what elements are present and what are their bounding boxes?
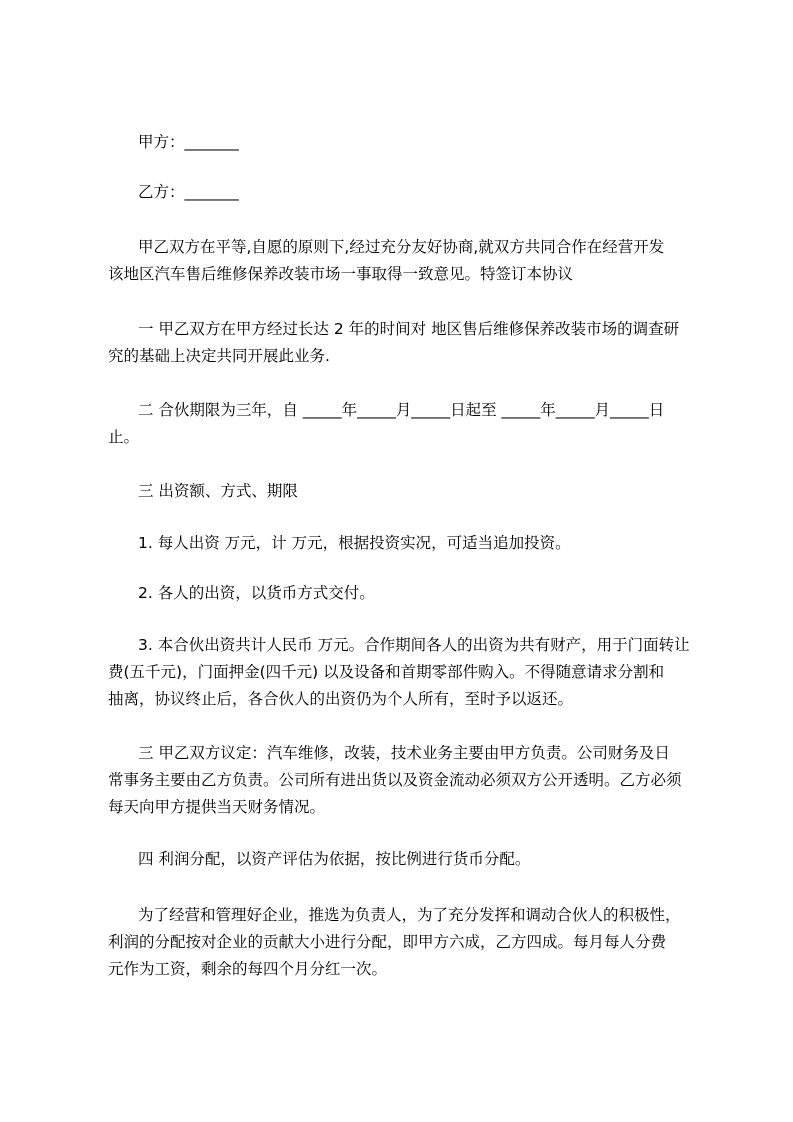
clause-3-item-3-line-1: 3. 本合伙出资共计人民币 万元。合作期间各人的出资为共有财产，用于门面转让 — [138, 636, 690, 654]
clause-3-item-2 — [108, 580, 708, 607]
party-b-line — [108, 179, 708, 206]
clause-3b-line-3: 每天向甲方提供当天财务情况。 — [108, 798, 326, 816]
clause-3-item-2-text: 2. 各人的出资，以货币方式交付。 — [138, 584, 375, 602]
clause-3-item-3-line-2: 费(五千元)，门面押金(四千元) 以及设备和首期零部件购入。不得随意请求分割和 — [108, 663, 665, 681]
clause-4-body-line-2: 利润的分配按对企业的贡献大小进行分配，即甲方六成，乙方四成。每月每人分费 — [108, 933, 667, 951]
clause-1-line-1: 一 甲乙双方在甲方经过长达 2 年的时间对 地区售后维修保养改装市场的调查研 — [138, 320, 680, 338]
clause-4-title — [108, 846, 708, 873]
clause-1-line-2: 究的基础上决定共同开展此业务. — [108, 347, 330, 365]
clause-3b-line-1: 三 甲乙双方议定：汽车维修，改装，技术业务主要由甲方负责。公司财务及日 — [138, 744, 670, 762]
clause-3b-paragraph — [108, 740, 708, 821]
clause-2-line-2: 止。 — [108, 428, 140, 446]
clause-3-item-3 — [108, 632, 708, 713]
clause-3-item-3-line-3: 抽离，协议终止后，各合伙人的出资仍为个人所有，至时予以返还。 — [108, 690, 574, 708]
party-a-line — [108, 129, 708, 156]
clause-2-line-1: 二 合伙期限为三年，自 _____年_____月_____日起至 _____年_____月_____日 — [138, 401, 665, 419]
intro-paragraph — [108, 234, 708, 288]
clause-3-title-text: 三 出资额、方式、期限 — [138, 482, 298, 500]
clause-2-paragraph — [108, 397, 708, 451]
clause-4-body — [108, 902, 708, 983]
clause-3-item-1 — [108, 530, 708, 557]
party-b-text: 乙方：_______ — [138, 183, 239, 201]
clause-4-title-text: 四 利润分配，以资产评估为依据，按比例进行货币分配。 — [138, 850, 531, 868]
intro-line-2: 该地区汽车售后维修保养改装市场一事取得一致意见。特签订本协议 — [108, 265, 574, 283]
clause-4-body-line-1: 为了经营和管理好企业，推选为负责人，为了充分发挥和调动合伙人的积极性， — [138, 906, 681, 924]
clause-4-body-line-3: 元作为工资，剩余的每四个月分红一次。 — [108, 960, 388, 978]
clause-3b-line-2: 常事务主要由乙方负责。公司所有进出货以及资金流动必须双方公开透明。乙方必须 — [108, 771, 682, 789]
clause-1-paragraph — [108, 316, 708, 370]
clause-3-title — [108, 478, 708, 505]
intro-line-1: 甲乙双方在平等,自愿的原则下,经过充分友好协商,就双方共同合作在经营开发 — [138, 238, 665, 256]
clause-3-item-1-text: 1. 每人出资 万元，计 万元，根据投资实况，可适当追加投资。 — [138, 534, 571, 552]
party-a-text: 甲方：_______ — [138, 133, 239, 151]
